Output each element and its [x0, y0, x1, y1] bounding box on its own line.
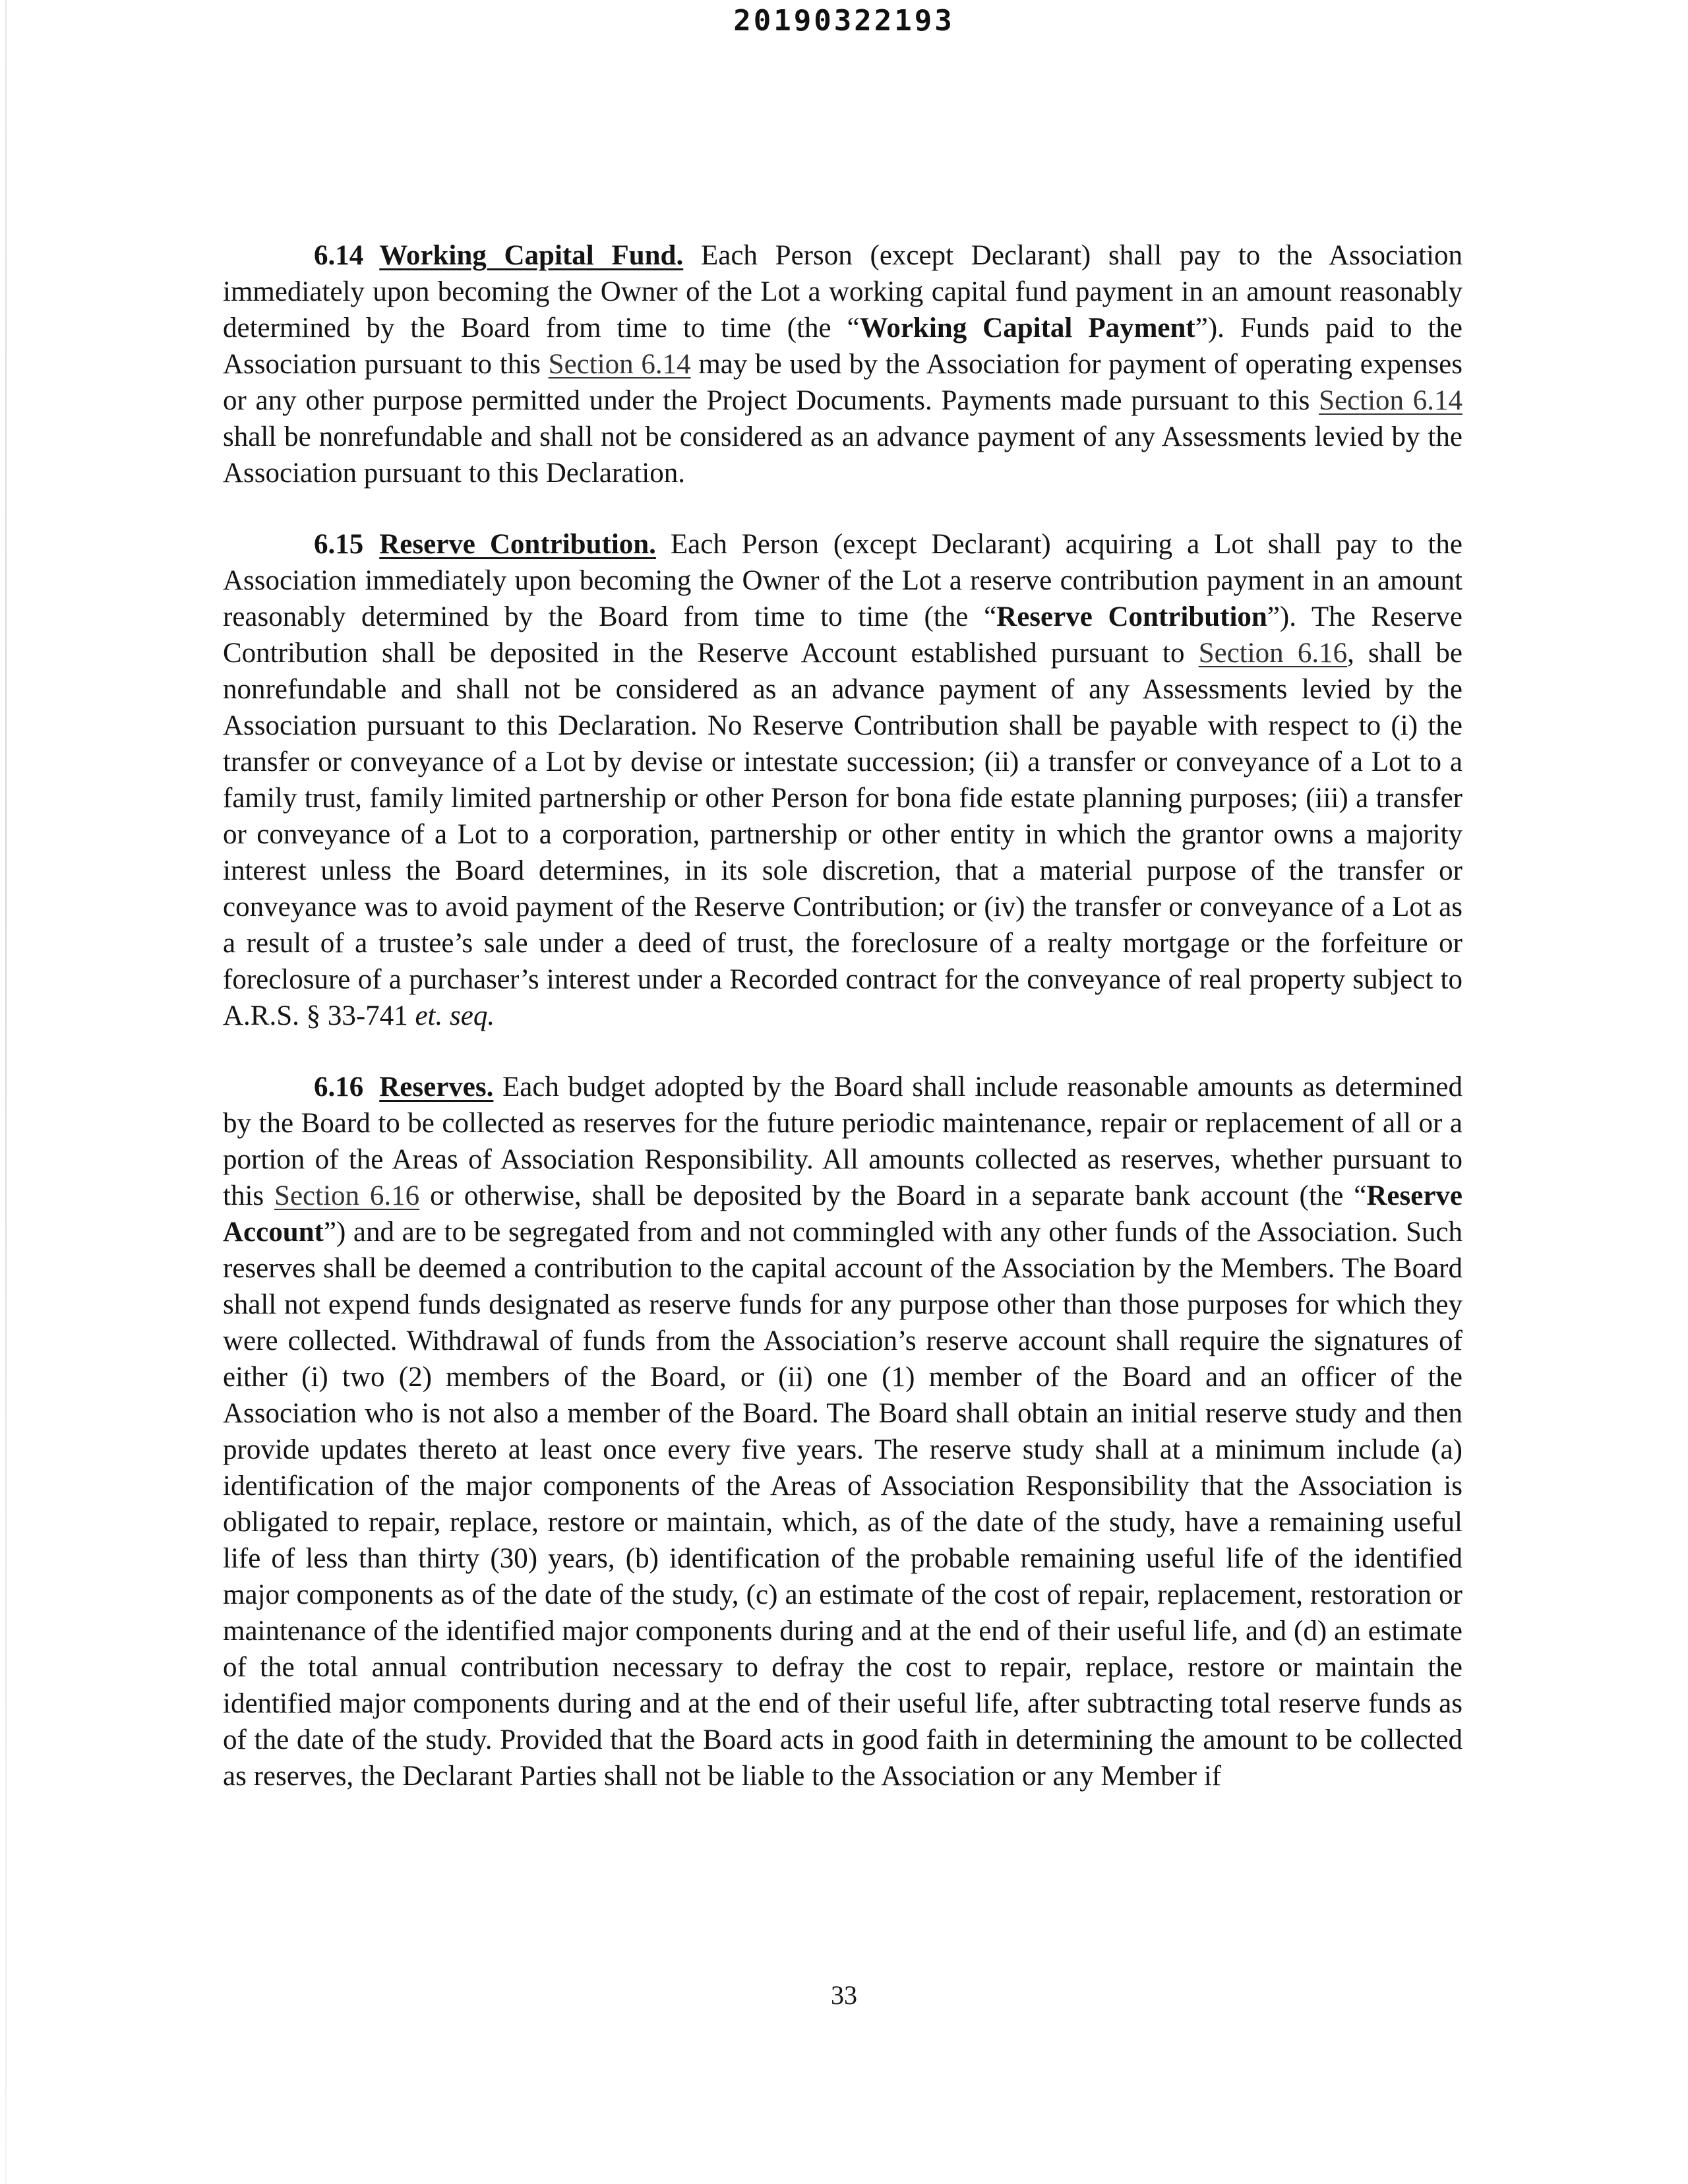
section-text: may be used by the Association for payment of operating expenses or any other purpose permitted under the Project Documents. Payments made pursuant to this: [223, 349, 1462, 416]
section-text: shall be nonrefundable and shall not be considered as an advance payment of any Assessments levied by the Association pursuant to this Declaration.: [223, 421, 1462, 489]
section-reference-link[interactable]: Section 6.14: [1319, 385, 1463, 416]
section-title: Working Capital Fund.: [379, 240, 684, 271]
section-reference-link[interactable]: Section 6.14: [548, 349, 691, 380]
section-title: Reserves.: [379, 1072, 494, 1103]
section-6-16: [223, 1069, 1462, 1794]
document-number: 20190322193: [733, 4, 955, 38]
section-text: Each budget adopted by the Board shall include reasonable amounts as determined by the Board to be collected as reserves for the future periodic maintenance, repair or replacement of all or a portion of the Areas of Association Responsibility. All amounts collected as reserves, whether pursuant to this: [223, 1072, 1462, 1211]
section-reference-link[interactable]: Section 6.16: [274, 1180, 420, 1211]
page-number: 33: [831, 1980, 857, 2010]
section-text: Each Person (except Declarant) acquiring a Lot shall pay to the Association immediately upon becoming the Owner of the Lot a reserve contribution payment in an amount reasonably determined by the Board from time to time (the “: [223, 529, 1462, 632]
scan-edge: [5, 0, 7, 2184]
document-body: [223, 237, 1462, 1829]
defined-term: Reserve Contribution: [996, 601, 1267, 632]
section-number: 6.14: [314, 240, 364, 271]
section-number: 6.15: [314, 529, 364, 560]
section-number: 6.16: [314, 1072, 364, 1103]
section-text: ”) and are to be segregated from and not commingled with any other funds of the Association. Such reserves shall be deemed a contribution to the capital account of the Association by the Members. The Board shall not expend funds designated as reserve funds for any purpose other than those purposes for which they were collected. Withdrawal of funds from the Association’s reserve account shall require the signatures of either (i) two (2) members of the Board, or (ii) one (1) member of the Board and an officer of the Association who is not also a member of the Board. The Board shall obtain an initial reserve study and then provide updates thereto at least once every five years. The reserve study shall at a minimum include (a) identification of the major components of the Areas of Association Responsibility that the Association is obligated to repair, replace, restore or maintain, which, as of the date of the study, have a remaining useful life of less than thirty (30) years, (b) identification of the probable remaining useful life of the identified major components as of the date of the study, (c) an estimate of the cost of repair, replacement, restoration or maintenance of the identified major components during and at the end of their useful life, and (d) an estimate of the total annual contribution necessary to defray the cost to repair, replace, restore or maintain the identified major components during and at the end of their useful life, after subtracting total reserve funds as of the date of the study. Provided that the Board acts in good faith in determining the amount to be collected as reserves, the Declarant Parties shall not be liable to the Association or any Member if: [223, 1217, 1462, 1792]
section-reference-link[interactable]: Section 6.16: [1198, 638, 1348, 669]
section-text: ”). The Reserve Contribution shall be deposited in the Reserve Account established pursuant to: [223, 601, 1462, 669]
defined-term: Working Capital Payment: [859, 313, 1195, 344]
defined-term: Reserve Account: [223, 1180, 1462, 1248]
section-text: , shall be nonrefundable and shall not be considered as an advance payment of any Assessments levied by the Association pursuant to this Declaration. No Reserve Contribution shall be payable with respect to (i) the transfer or conveyance of a Lot by devise or intestate succession; (ii) a transfer or conveyance of a Lot to a family trust, family limited partnership or other Person for bona fide estate planning purposes; (iii) a transfer or conveyance of a Lot to a corporation, partnership or other entity in which the grantor owns a majority interest unless the Board determines, in its sole discretion, that a material purpose of the transfer or conveyance was to avoid payment of the Reserve Contribution; or (iv) the transfer or conveyance of a Lot as a result of a trustee’s sale under a deed of trust, the foreclosure of a realty mortgage or the forfeiture or foreclosure of a purchaser’s interest under a Recorded contract for the conveyance of real property subject to A.R.S. § 33-741: [223, 638, 1462, 1031]
section-6-14: [223, 237, 1462, 491]
italic-text: et. seq.: [415, 1000, 495, 1031]
section-6-15: [223, 526, 1462, 1034]
section-text: or otherwise, shall be deposited by the Board in a separate bank account (the “: [419, 1180, 1367, 1211]
section-text: ”). Funds paid to the Association pursuant to this: [223, 313, 1462, 380]
section-text: Each Person (except Declarant) shall pay to the Association immediately upon becoming the Owner of the Lot a working capital fund payment in an amount reasonably determined by the Board from time to time (the “: [223, 240, 1462, 344]
section-title: Reserve Contribution.: [379, 529, 656, 560]
